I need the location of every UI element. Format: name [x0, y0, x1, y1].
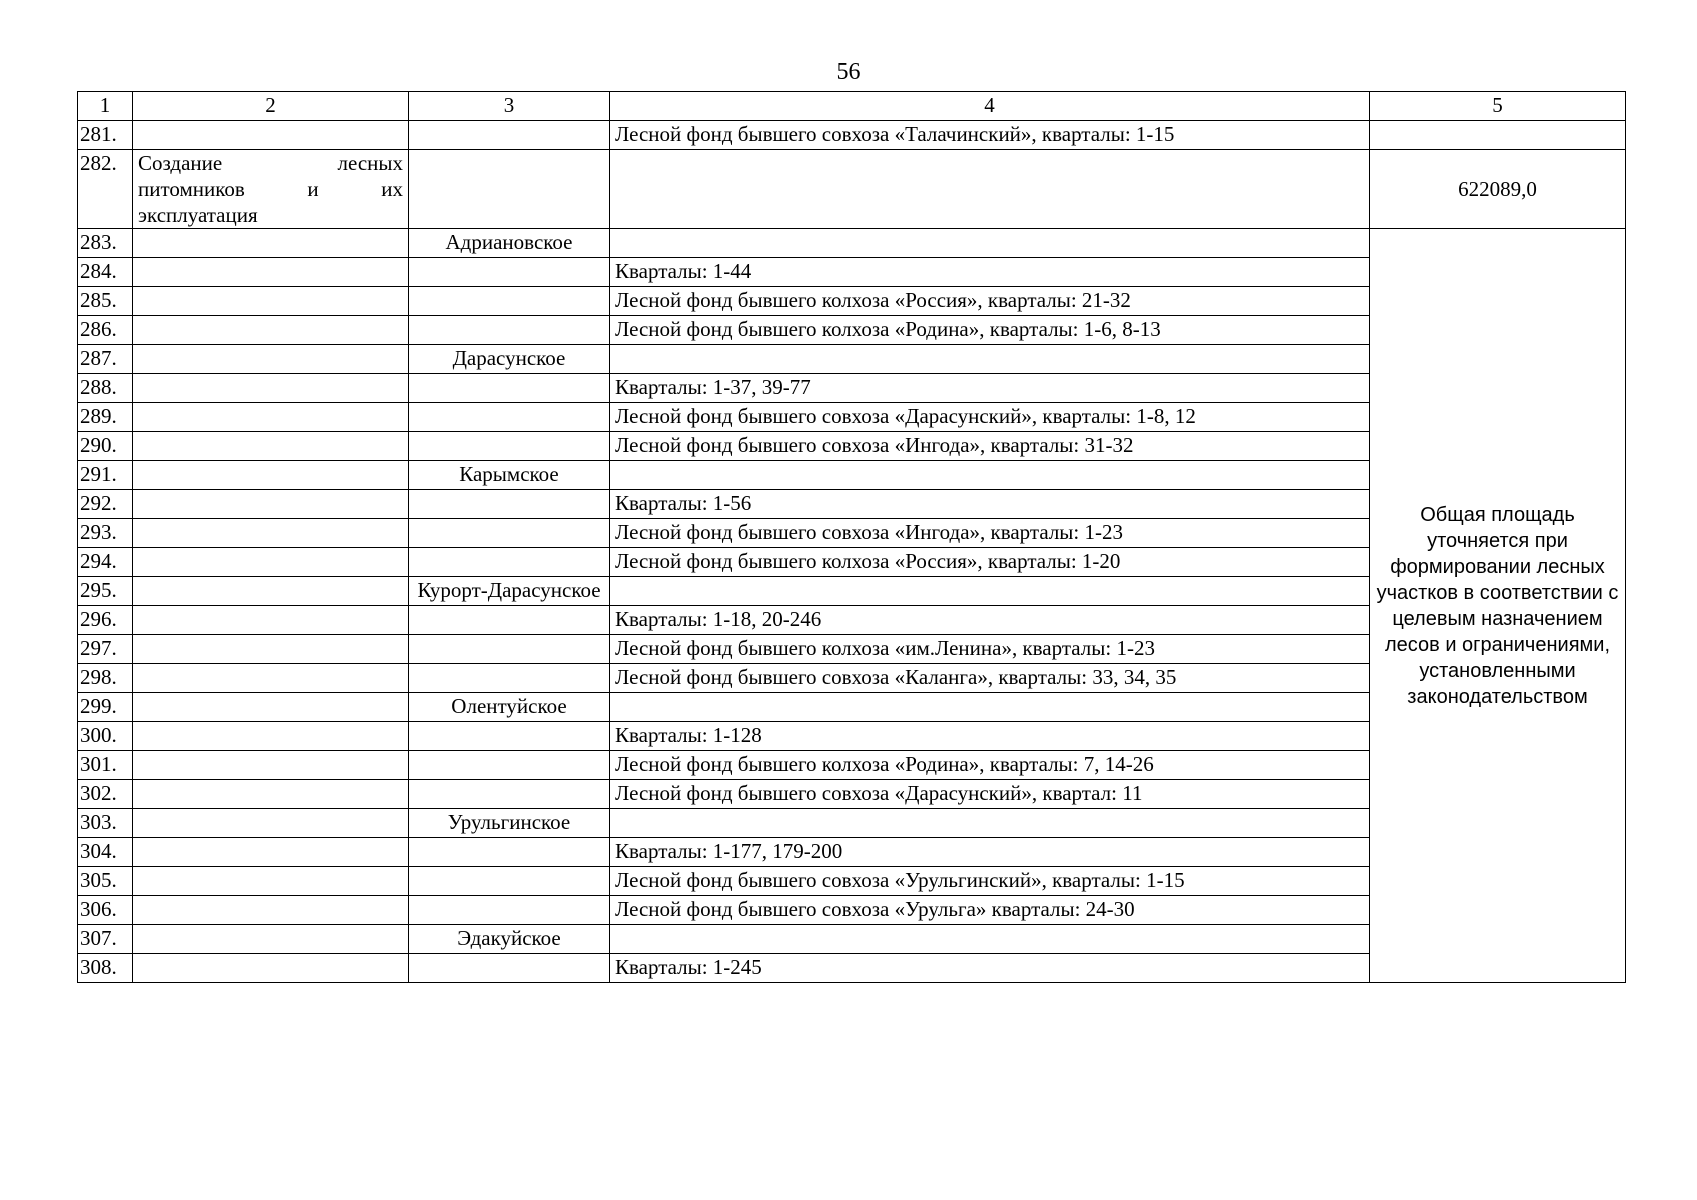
- row-number: 291.: [78, 461, 133, 490]
- forestry-cell: [409, 150, 610, 229]
- location-cell: [610, 577, 1370, 606]
- forestry-cell: [409, 490, 610, 519]
- header-col-1: 1: [78, 92, 133, 121]
- forestry-cell: [409, 896, 610, 925]
- forestry-cell: [409, 287, 610, 316]
- activity-cell: [133, 229, 409, 258]
- forestry-cell: [409, 635, 610, 664]
- location-cell: Лесной фонд бывшего колхоза «Россия», кварталы: 21-32: [610, 287, 1370, 316]
- location-cell: Лесной фонд бывшего совхоза «Урульга» кварталы: 24-30: [610, 896, 1370, 925]
- activity-cell: [133, 345, 409, 374]
- forestry-cell: [409, 722, 610, 751]
- location-cell: Кварталы: 1-18, 20-246: [610, 606, 1370, 635]
- location-cell: [610, 345, 1370, 374]
- row-number: 297.: [78, 635, 133, 664]
- location-cell: Лесной фонд бывшего совхоза «Дарасунский», квартал: 11: [610, 780, 1370, 809]
- location-cell: [610, 809, 1370, 838]
- forestry-cell: [409, 403, 610, 432]
- activity-cell: [133, 722, 409, 751]
- activity-cell: [133, 693, 409, 722]
- location-cell: Лесной фонд бывшего совхоза «Ингода», кварталы: 31-32: [610, 432, 1370, 461]
- area-cell: [1370, 121, 1626, 150]
- activity-cell: [133, 548, 409, 577]
- activity-cell: [133, 287, 409, 316]
- location-cell: Лесной фонд бывшего совхоза «Каланга», кварталы: 33, 34, 35: [610, 664, 1370, 693]
- activity-cell: [133, 809, 409, 838]
- location-cell: Кварталы: 1-128: [610, 722, 1370, 751]
- row-number: 281.: [78, 121, 133, 150]
- location-cell: Кварталы: 1-245: [610, 954, 1370, 983]
- header-col-3: 3: [409, 92, 610, 121]
- activity-cell: [133, 316, 409, 345]
- location-cell: Лесной фонд бывшего совхоза «Урульгинский», кварталы: 1-15: [610, 867, 1370, 896]
- forestry-cell: [409, 316, 610, 345]
- forestry-cell: [409, 258, 610, 287]
- activity-cell: [133, 751, 409, 780]
- row-number: 285.: [78, 287, 133, 316]
- table-row: [78, 229, 1626, 258]
- table-row: [78, 150, 1626, 229]
- activity-cell: [133, 577, 409, 606]
- row-number: 305.: [78, 867, 133, 896]
- activity-cell: [133, 664, 409, 693]
- forestry-cell: [409, 664, 610, 693]
- row-number: 301.: [78, 751, 133, 780]
- activity-cell: Создание лесных питомников и их эксплуатация: [133, 150, 409, 229]
- row-number: 284.: [78, 258, 133, 287]
- row-number: 295.: [78, 577, 133, 606]
- forestry-cell: Урульгинское: [409, 809, 610, 838]
- activity-cell: [133, 954, 409, 983]
- activity-cell: [133, 925, 409, 954]
- location-cell: Кварталы: 1-44: [610, 258, 1370, 287]
- row-number: 287.: [78, 345, 133, 374]
- row-number: 283.: [78, 229, 133, 258]
- location-cell: Кварталы: 1-37, 39-77: [610, 374, 1370, 403]
- area-note: Общая площадь уточняется при формировании лесных участков в соответствии с целевым назначением лесов и ограничениями, установленными законодательством: [1370, 229, 1626, 983]
- location-cell: Кварталы: 1-56: [610, 490, 1370, 519]
- row-number: 298.: [78, 664, 133, 693]
- row-number: 289.: [78, 403, 133, 432]
- page-number: 56: [836, 59, 861, 85]
- activity-cell: [133, 490, 409, 519]
- forestry-cell: [409, 780, 610, 809]
- activity-cell: [133, 896, 409, 925]
- forestry-cell: [409, 432, 610, 461]
- location-cell: [610, 925, 1370, 954]
- row-number: 303.: [78, 809, 133, 838]
- activity-cell: [133, 635, 409, 664]
- activity-cell: [133, 432, 409, 461]
- header-col-2: 2: [133, 92, 409, 121]
- row-number: 299.: [78, 693, 133, 722]
- row-number: 294.: [78, 548, 133, 577]
- row-number: 292.: [78, 490, 133, 519]
- forestry-cell: Карымское: [409, 461, 610, 490]
- activity-cell: [133, 258, 409, 287]
- forest-plots-table: [77, 91, 1626, 983]
- forestry-cell: Эдакуйское: [409, 925, 610, 954]
- row-number: 307.: [78, 925, 133, 954]
- forestry-cell: Адриановское: [409, 229, 610, 258]
- forestry-cell: [409, 751, 610, 780]
- table-header-row: [78, 92, 1626, 121]
- location-cell: Лесной фонд бывшего колхоза «Россия», кварталы: 1-20: [610, 548, 1370, 577]
- forestry-cell: [409, 374, 610, 403]
- forestry-cell: [409, 867, 610, 896]
- location-cell: [610, 229, 1370, 258]
- row-number: 282.: [78, 150, 133, 229]
- activity-cell: [133, 606, 409, 635]
- header-col-4: 4: [610, 92, 1370, 121]
- forestry-cell: [409, 519, 610, 548]
- location-cell: Лесной фонд бывшего колхоза «им.Ленина», кварталы: 1-23: [610, 635, 1370, 664]
- forestry-cell: Курорт-Дарасунское: [409, 577, 610, 606]
- row-number: 290.: [78, 432, 133, 461]
- row-number: 302.: [78, 780, 133, 809]
- row-number: 293.: [78, 519, 133, 548]
- row-number: 288.: [78, 374, 133, 403]
- forestry-cell: Олентуйское: [409, 693, 610, 722]
- forestry-cell: [409, 954, 610, 983]
- table-row: [78, 121, 1626, 150]
- header-col-5: 5: [1370, 92, 1626, 121]
- activity-cell: [133, 461, 409, 490]
- location-cell: Лесной фонд бывшего колхоза «Родина», кварталы: 1-6, 8-13: [610, 316, 1370, 345]
- activity-cell: [133, 374, 409, 403]
- location-cell: Лесной фонд бывшего совхоза «Дарасунский», кварталы: 1-8, 12: [610, 403, 1370, 432]
- forestry-cell: [409, 121, 610, 150]
- row-number: 308.: [78, 954, 133, 983]
- activity-cell: [133, 121, 409, 150]
- row-number: 286.: [78, 316, 133, 345]
- activity-cell: [133, 519, 409, 548]
- row-number: 304.: [78, 838, 133, 867]
- row-number: 306.: [78, 896, 133, 925]
- forestry-cell: Дарасунское: [409, 345, 610, 374]
- location-cell: Лесной фонд бывшего колхоза «Родина», кварталы: 7, 14-26: [610, 751, 1370, 780]
- forestry-cell: [409, 838, 610, 867]
- activity-cell: [133, 867, 409, 896]
- activity-cell: [133, 780, 409, 809]
- location-cell: Лесной фонд бывшего совхоза «Талачинский», кварталы: 1-15: [610, 121, 1370, 150]
- location-cell: [610, 150, 1370, 229]
- location-cell: [610, 461, 1370, 490]
- row-number: 296.: [78, 606, 133, 635]
- location-cell: Лесной фонд бывшего совхоза «Ингода», кварталы: 1-23: [610, 519, 1370, 548]
- activity-cell: [133, 838, 409, 867]
- row-number: 300.: [78, 722, 133, 751]
- forestry-cell: [409, 548, 610, 577]
- activity-cell: [133, 403, 409, 432]
- location-cell: [610, 693, 1370, 722]
- location-cell: Кварталы: 1-177, 179-200: [610, 838, 1370, 867]
- area-value: 622089,0: [1370, 150, 1626, 229]
- forestry-cell: [409, 606, 610, 635]
